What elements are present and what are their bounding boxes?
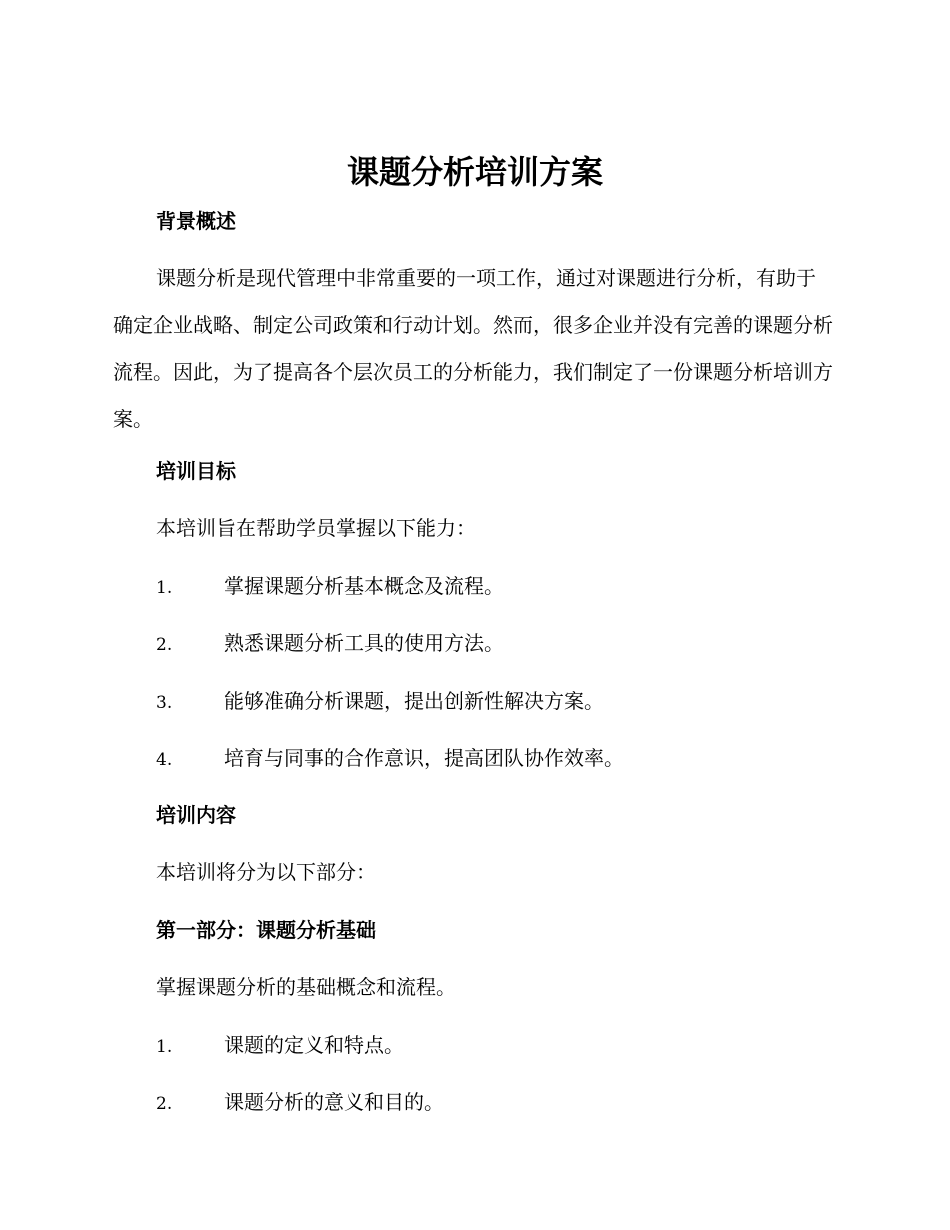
document-title: 课题分析培训方案 [346,153,603,191]
goals-intro: 本培训旨在帮助学员掌握以下能力： [156,516,476,540]
content-intro: 本培训将分为以下部分： [156,860,376,884]
list-text: 掌握课题分析基本概念及流程。 [224,574,504,598]
background-paragraph: 课题分析是现代管理中非常重要的一项工作，通过对课题进行分析，有助于确定企业战略、制定公司政策和行动计划。然而，很多企业并没有完善的课题分析流程。因此，为了提高各个层次员工的分析能力，我们制定了一份课题分析培训方案。 [113,266,833,431]
goals-list-item [156,572,504,602]
list-text: 熟悉课题分析工具的使用方法。 [224,631,504,655]
background-heading: 背景概述 [156,209,236,233]
goals-list-item [156,629,504,659]
part1-heading: 第一部分：课题分析基础 [156,918,376,942]
goals-list-item [156,744,624,774]
part1-intro: 掌握课题分析的基础概念和流程。 [156,975,456,999]
list-text: 培育与同事的合作意识，提高团队协作效率。 [224,746,624,770]
list-text: 能够准确分析课题，提出创新性解决方案。 [224,689,604,713]
goals-heading: 培训目标 [156,459,236,483]
content-heading: 培训内容 [156,803,236,827]
list-number: 2. [156,1094,173,1114]
part1-list-item [156,1088,444,1118]
list-text: 课题分析的意义和目的。 [224,1090,444,1114]
list-number: 4. [156,750,173,770]
list-number: 2. [156,635,173,655]
list-number: 1. [156,578,173,598]
list-number: 1. [156,1037,173,1057]
goals-list-item [156,687,604,717]
list-text: 课题的定义和特点。 [224,1033,404,1057]
list-number: 3. [156,693,173,713]
part1-list-item [156,1031,404,1061]
